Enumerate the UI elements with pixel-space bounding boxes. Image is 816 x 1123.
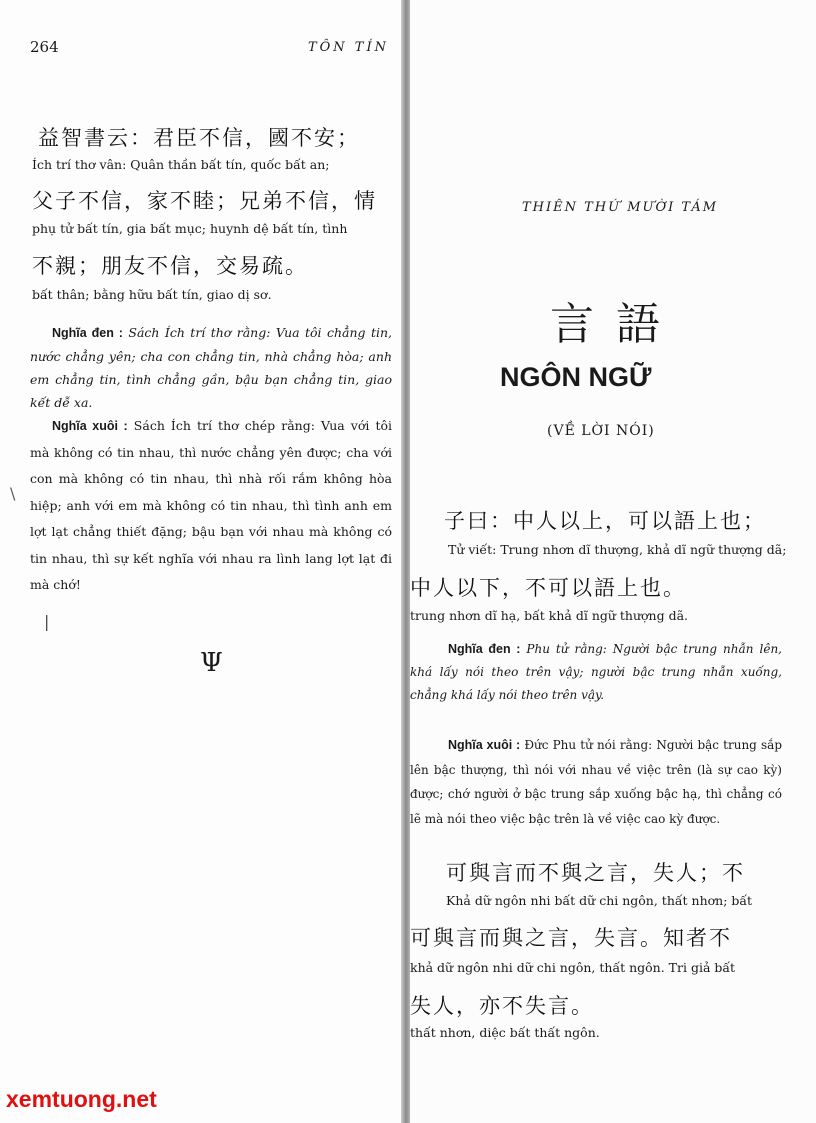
page-number: 264 [30, 38, 59, 56]
romanized-line: phụ tử bất tín, gia bất mục; huynh dệ bất tín, tình [32, 221, 348, 236]
chapter-title: NGÔN NGỮ [500, 362, 652, 392]
nghia-den-label: Nghĩa đen : [448, 642, 521, 656]
hanzi-line: 中人以下，不可以語上也。 [410, 576, 686, 600]
watermark-text: xemtuong.net [6, 1086, 157, 1112]
running-head: TÔN TÍN [307, 40, 389, 55]
chapter-subtitle: (VỀ LỜI NÓI) [547, 423, 655, 439]
nghia-xuoi-label: Nghĩa xuôi : [52, 419, 128, 433]
chapter-heading: THIÊN THỨ MƯỜI TÁM [522, 200, 719, 215]
romanized-line: Khả dữ ngôn nhi bất dữ chi ngôn, thất nhơn; bất [446, 893, 753, 908]
nghia-xuoi-paragraph [30, 413, 392, 599]
hanzi-line: 父子不信，家不睦；兄弟不信，情 [32, 189, 377, 213]
hanzi-line: 子曰：中人以上，可以語上也； [444, 509, 766, 533]
romanized-line: Ích trí thơ vân: Quân thần bất tín, quốc bất an; [32, 157, 330, 172]
romanized-line: trung nhơn dĩ hạ, bất khả dĩ ngữ thượng dã. [410, 608, 689, 623]
nghia-den-paragraph [30, 321, 392, 414]
nghia-xuoi-text: Sách Ích trí thơ chép rằng: Vua với tôi mà không có tin nhau, thì nước chẳng yên được; cha với con mà không có tin nhau, thì nhà rối rắm không hòa hiệp; anh với em mà không có tin nhau, thì tình anh em lợt lạt chẳng thiết đặng; bậu bạn với nhau mà không có tin nhau, thì sự kết nghĩa với nhau ra lình lang lợt lạt đi mà chớ! [30, 418, 392, 592]
nghia-den-text: Phu tử rằng: Người bậc trung nhẫn lên, khá lấy nói theo trên vậy; người bậc trung nhẫn xuống, chẳng khá lấy nói theo trên vậy. [410, 642, 782, 702]
nghia-den-label: Nghĩa đen : [52, 326, 123, 340]
hanzi-line: 不親；朋友不信，交易疏。 [32, 254, 308, 278]
left-page [0, 0, 403, 1123]
margin-mark: \ [10, 484, 16, 503]
chapter-title-hanzi: 言語 [550, 299, 682, 350]
nghia-xuoi-label: Nghĩa xuôi : [448, 738, 521, 752]
nghia-xuoi-text: Đức Phu tử nói rằng: Người bậc trung sắp lên bậc thượng, thì nói với nhau về việc trên (là sự cao kỳ) được; chớ người ở bậc trung sắp xuống bậc hạ, thì chẳng có lẽ mà nói theo việc bậc trên là về việc cao kỳ được. [410, 738, 782, 826]
romanized-line: Tử viết: Trung nhơn dĩ thượng, khả dĩ ngữ thượng dã; [448, 542, 787, 557]
hanzi-line: 可與言而不與之言，失人；不 [446, 861, 745, 885]
romanized-line: thất nhơn, diệc bất thất ngôn. [410, 1025, 600, 1040]
romanized-line: bất thân; bằng hữu bất tín, giao dị sơ. [32, 287, 272, 302]
margin-mark: | [44, 612, 50, 631]
nghia-den-text: Sách Ích trí thơ rằng: Vua tôi chẳng tin, nước chẳng yên; cha con chẳng tin, nhà chẳng hòa; anh em chẳng tin, tình chẳng gần, bậu bạn chẳng tin, giao kết dễ xa. [30, 325, 392, 410]
ornament-icon: Ψ [200, 648, 223, 678]
right-page [410, 0, 816, 1123]
hanzi-line: 失人，亦不失言。 [410, 994, 594, 1018]
nghia-den-paragraph [410, 638, 782, 707]
hanzi-line: 可與言而與之言，失言。知者不 [410, 926, 732, 950]
hanzi-line: 益智書云：君臣不信，國不安； [38, 126, 360, 150]
romanized-line: khả dữ ngôn nhi dữ chi ngôn, thất ngôn. Tri giả bất [410, 960, 736, 975]
nghia-xuoi-paragraph [410, 733, 782, 831]
